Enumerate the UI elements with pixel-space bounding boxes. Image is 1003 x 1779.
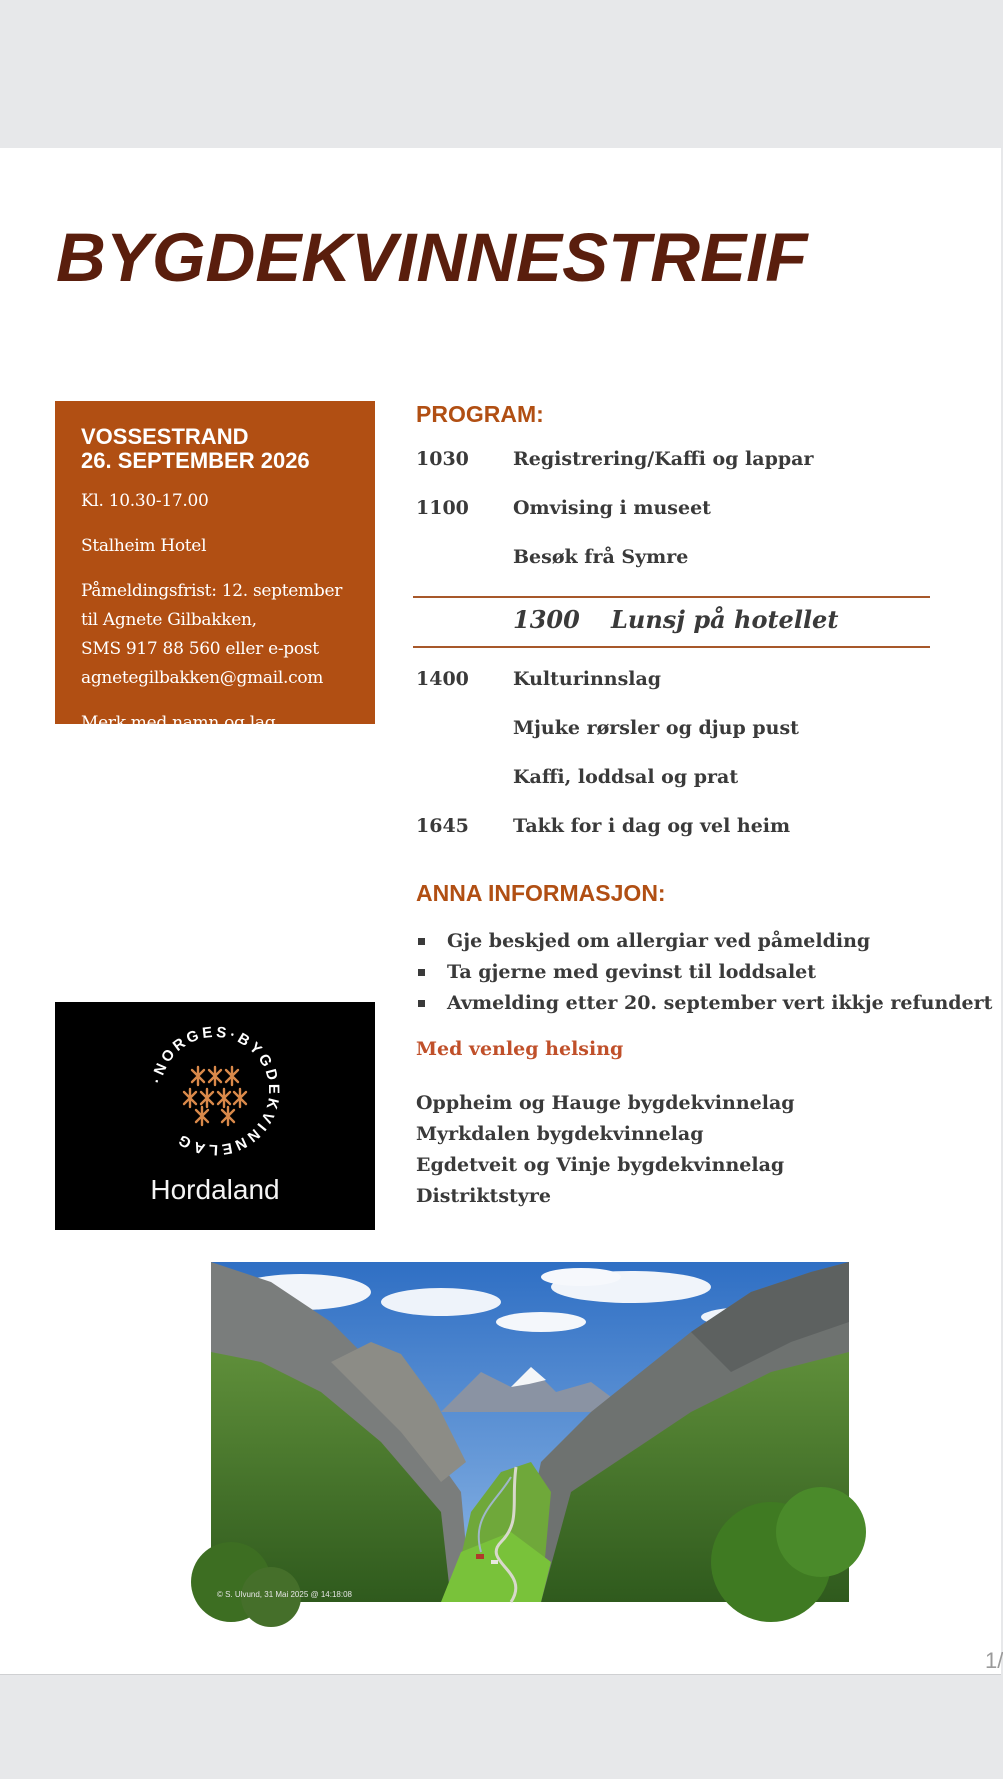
payment-line: Kontonr.: 3546.30.41898 [81,855,289,875]
list-item: Gje beskjed om allergiar ved påmelding [416,926,992,957]
price-line: Medlem: kr. 580,- [81,742,228,762]
registration-line: Påmeldingsfrist: 12. september [81,581,343,601]
page-number: 1/ [985,1648,1003,1673]
event-date: 26. SEPTEMBER 2026 [81,448,310,473]
program-item: 1645 Takk for i dag og vel heim [416,815,791,837]
closing-greeting: Med venleg helsing [416,1038,624,1060]
lunch-time: 1300 [513,605,580,634]
valley-landscape-photo [211,1262,849,1602]
program-item: Besøk frå Symre [513,546,689,568]
lunch-label: Lunsj på hotellet [611,605,839,634]
registration-line: til Agnete Gilbakken, [81,610,257,630]
registration-email: agnetegilbakken@gmail.com [81,668,324,688]
organization-logo [55,1002,375,1230]
program-item: Mjuke rørsler og djup pust [513,717,799,739]
bullet-icon [418,1000,425,1007]
bullet-icon [418,938,425,945]
signatory: Egdetveit og Vinje bygdekvinnelag [416,1154,785,1176]
bygdekvinnelag-emblem-icon [140,1016,290,1166]
other-info-heading: ANNA INFORMASJON: [416,880,666,906]
program-heading: PROGRAM: [416,401,544,427]
svg-text:·NORGES·BYGDEKVINNELAG [149,1024,283,1159]
photo-credit: © S. Ulvund, 31 Mai 2025 @ 14:18:08 [217,1590,352,1599]
program-item: 1100 Omvising i museet [416,497,711,519]
signatories [416,1088,795,1212]
logo-region: Hordaland [150,1174,280,1205]
program-item: 1030 Registrering/Kaffi og lappar [416,448,814,470]
logo-ring-text: ·NORGES·BYGDEKVINNELAG [148,1023,283,1159]
lunch-highlight [413,596,930,648]
list-item: Ta gjerne med gevinst til loddsalet [416,957,992,988]
document-page [0,148,1001,1675]
payment-line: Merk betalinga med «Streif» [81,884,323,904]
signatory: Myrkdalen bygdekvinnelag [416,1123,704,1145]
event-info-box [55,401,375,904]
event-place-date [81,425,349,473]
program-item: Kaffi, loddsal og prat [513,766,739,788]
signatory: Oppheim og Hauge bygdekvinnelag [416,1092,795,1114]
program-item: 1400 Kulturinnslag [416,668,662,690]
wheat-sheaves-icon [184,1067,246,1125]
signatory: Distriktstyre [416,1185,551,1207]
price-line: Ikkje medlem: kr. 700,- [81,771,273,791]
event-venue: Stalheim Hotel [81,536,207,556]
bullet-icon [418,969,425,976]
document-title: BYGDEKVINNESTREIF [56,219,808,296]
payment-line: Betaling ved påmelding til [81,826,301,846]
price-line: Merk med namn og lag. [81,713,281,733]
registration-line: SMS 917 88 560 eller e-post [81,639,319,659]
list-item: Avmelding etter 20. september vert ikkje refundert [416,988,992,1019]
mountain-valley-image [211,1262,849,1602]
event-place: VOSSESTRAND [81,424,249,449]
event-time: Kl. 10.30-17.00 [81,491,209,511]
other-info-list [416,926,992,1019]
